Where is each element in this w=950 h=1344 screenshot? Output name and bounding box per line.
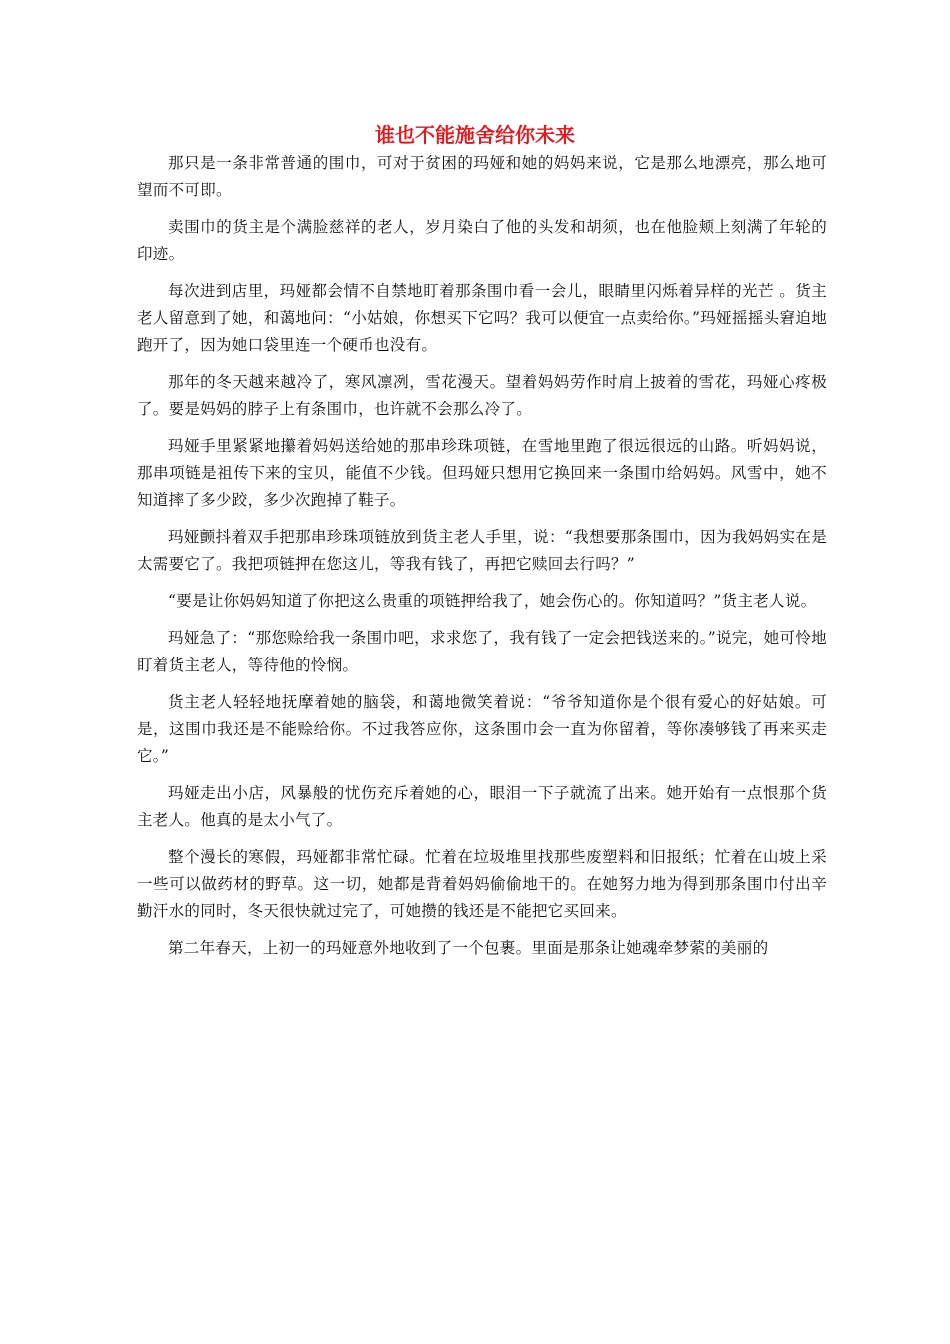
paragraph: 那年的冬天越来越冷了，寒风凛冽，雪花漫天。望着妈妈劳作时肩上披着的雪花，玛娅心疼极了。要是妈妈的脖子上有条围巾，也许就不会那么冷了。 [137,373,827,418]
paragraph: 玛娅急了：“那您赊给我一条围巾吧，求求您了，我有钱了一定会把钱送来的。”说完，她可怜地盯着货主老人，等待他的怜悯。 [137,629,827,674]
paragraph: 那只是一条非常普通的围巾，可对于贫困的玛娅和她的妈妈来说，它是那么地漂亮，那么地可望而不可即。 [137,154,827,199]
paragraph: 卖围巾的货主是个满脸慈祥的老人，岁月染白了他的头发和胡须，也在他脸颊上刻满了年轮的印迹。 [137,218,827,263]
document-body [137,150,827,972]
paragraph: 玛娅手里紧紧地攥着妈妈送给她的那串珍珠项链，在雪地里跑了很远很远的山路。听妈妈说，那串项链是祖传下来的宝贝，能值不少钱。但玛娅只想用它换回来一条围巾给妈妈。风雪中，她不知道摔了多少跤，多少次跑掉了鞋子。 [137,437,827,509]
document-title: 谁也不能施舍给你未来 [375,123,575,147]
paragraph: “要是让你妈妈知道了你把这么贵重的项链押给我了，她会伤心的。你知道吗？”货主老人说。 [168,592,817,610]
paragraph: 玛娅颤抖着双手把那串珍珠项链放到货主老人手里，说：“我想要那条围巾，因为我妈妈实在是太需要它了。我把项链押在您这儿，等我有钱了，再把它赎回去行吗？” [137,528,827,573]
paragraph: 玛娅走出小店，风暴般的忧伤充斥着她的心，眼泪一下子就流了出来。她开始有一点恨那个货主老人。他真的是太小气了。 [137,784,827,829]
paragraph: 货主老人轻轻地抚摩着她的脑袋，和蔼地微笑着说：“爷爷知道你是个很有爱心的好姑娘。可是，这围巾我还是不能赊给你。不过我答应你，这条围巾会一直为你留着，等你凑够钱了再来买走它。” [137,693,827,765]
paragraph: 每次进到店里，玛娅都会情不自禁地盯着那条围巾看一会儿，眼睛里闪烁着异样的光芒 。货主老人留意到了她，和蔼地问：“小姑娘，你想买下它吗？我可以便宜一点卖给你。”玛娅摇摇头窘迫地跑开了，因为她口袋里连一个硬币也没有。 [137,282,827,354]
paragraph: 整个漫长的寒假，玛娅都非常忙碌。忙着在垃圾堆里找那些废塑料和旧报纸；忙着在山坡上采一些可以做药材的野草。这一切，她都是背着妈妈偷偷地干的。在她努力地为得到那条围巾付出辛勤汗水的同时，冬天很快就过完了，可她攒的钱还是不能把它买回来。 [137,848,827,920]
paragraph: 第二年春天，上初一的玛娅意外地收到了一个包裹。里面是那条让她魂牵梦萦的美丽的 [168,939,769,957]
